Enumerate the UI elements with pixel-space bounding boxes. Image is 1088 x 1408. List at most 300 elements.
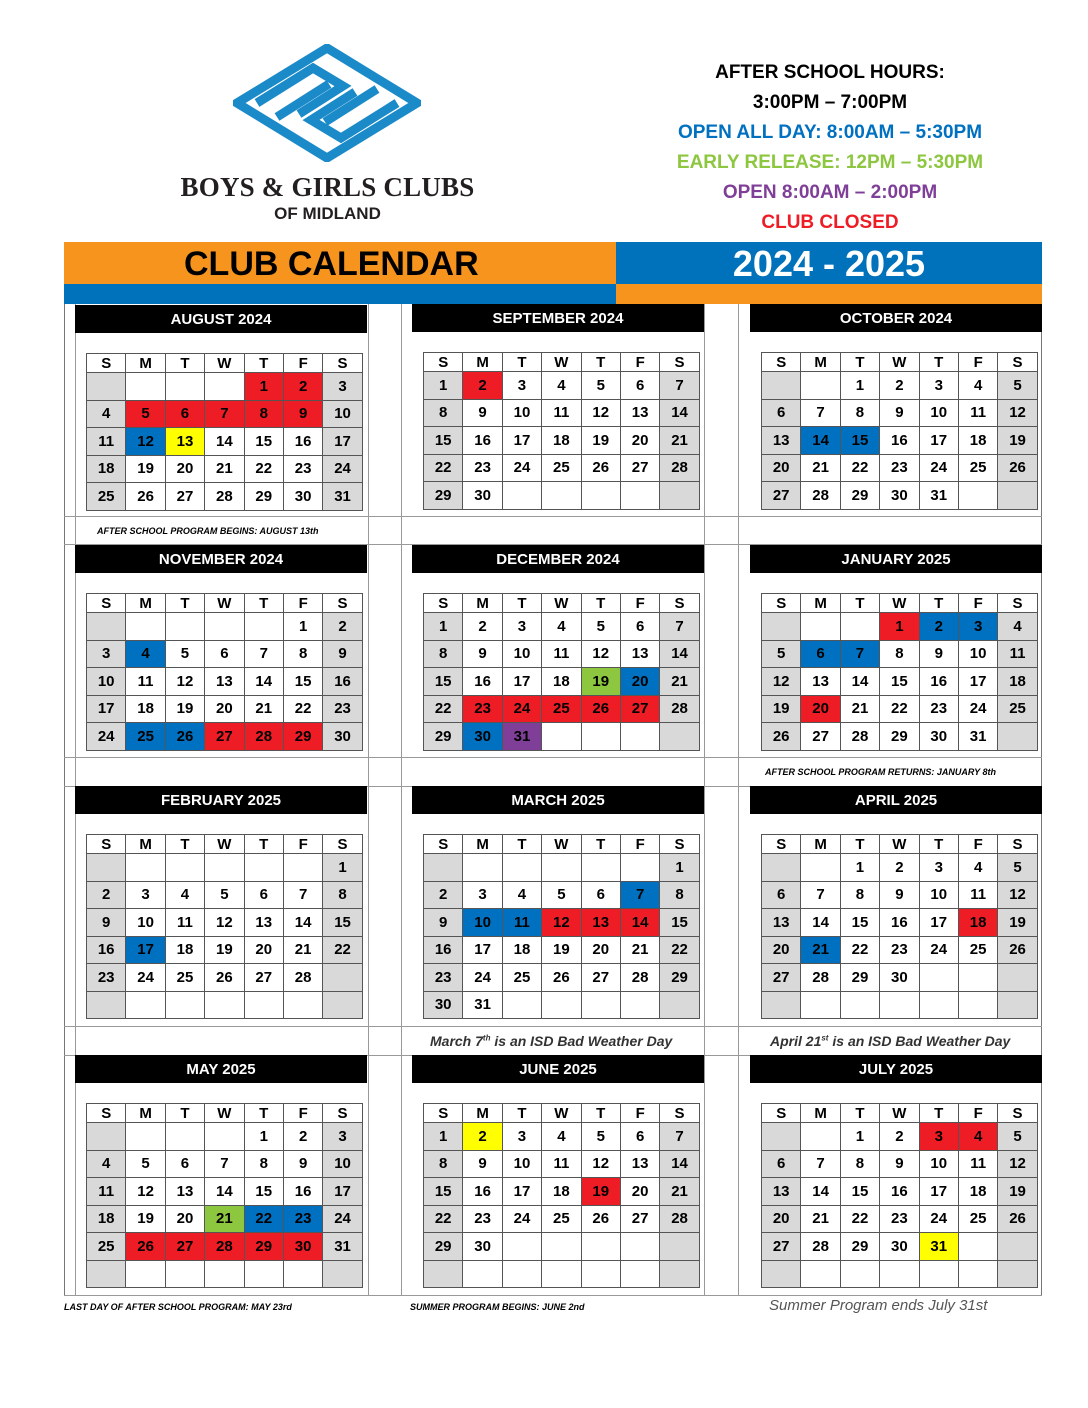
day-cell: 4 xyxy=(126,640,165,668)
day-cell: 11 xyxy=(87,1178,126,1206)
week-row xyxy=(87,1178,363,1206)
week-row xyxy=(762,668,1038,696)
day-cell: 28 xyxy=(801,1233,840,1261)
day-cell: 28 xyxy=(660,1205,699,1233)
weekday-header: F xyxy=(620,1104,659,1123)
day-cell: 30 xyxy=(463,723,502,751)
day-cell: 5 xyxy=(126,400,165,428)
weekday-header: T xyxy=(165,594,204,613)
day-cell: 18 xyxy=(502,936,541,964)
day-cell: 5 xyxy=(581,613,620,641)
day-cell: 10 xyxy=(502,399,541,427)
weekday-header: S xyxy=(87,594,126,613)
day-cell: 5 xyxy=(998,854,1037,882)
day-cell: 29 xyxy=(424,482,463,510)
week-row xyxy=(424,372,700,400)
weekday-header: M xyxy=(801,353,840,372)
day-cell: 6 xyxy=(165,400,204,428)
day-cell: 21 xyxy=(283,936,322,964)
day-cell: 2 xyxy=(880,372,919,400)
month-title: OCTOBER 2024 xyxy=(750,304,1042,332)
day-cell: 23 xyxy=(283,455,322,483)
day-cell: 4 xyxy=(542,372,581,400)
week-row xyxy=(87,428,363,456)
day-cell: 10 xyxy=(502,1150,541,1178)
day-cell: 3 xyxy=(919,372,958,400)
day-cell: 16 xyxy=(880,427,919,455)
banner-title: CLUB CALENDAR xyxy=(184,245,479,283)
day-cell: 28 xyxy=(840,723,879,751)
day-cell: 27 xyxy=(581,964,620,992)
day-cell: 18 xyxy=(958,427,997,455)
weekday-header: T xyxy=(840,1104,879,1123)
day-cell: 14 xyxy=(205,1178,244,1206)
day-cell: 6 xyxy=(620,1123,659,1151)
day-cell: 9 xyxy=(463,399,502,427)
day-cell: 30 xyxy=(463,482,502,510)
day-cell: 22 xyxy=(660,936,699,964)
day-cell xyxy=(919,1260,958,1288)
day-cell xyxy=(323,1260,362,1288)
day-cell: 2 xyxy=(463,613,502,641)
day-cell: 2 xyxy=(87,881,126,909)
day-cell: 15 xyxy=(880,668,919,696)
day-cell: 23 xyxy=(463,695,502,723)
day-cell: 27 xyxy=(244,964,283,992)
weekday-header: M xyxy=(126,835,165,854)
day-cell xyxy=(998,964,1037,992)
day-cell xyxy=(762,854,801,882)
day-cell: 18 xyxy=(958,909,997,937)
week-row xyxy=(87,455,363,483)
day-cell: 17 xyxy=(919,909,958,937)
day-cell: 1 xyxy=(840,372,879,400)
day-cell: 24 xyxy=(323,1205,362,1233)
day-cell: 8 xyxy=(424,640,463,668)
weekday-header: W xyxy=(880,835,919,854)
weekday-header: F xyxy=(958,1104,997,1123)
day-cell: 14 xyxy=(283,909,322,937)
note-july: Summer Program ends July 31st xyxy=(769,1297,988,1314)
month-title: MARCH 2025 xyxy=(412,786,704,814)
day-cell: 31 xyxy=(323,1233,362,1261)
day-cell xyxy=(620,991,659,1019)
day-cell: 15 xyxy=(244,428,283,456)
row-divider xyxy=(64,1026,1042,1027)
day-cell xyxy=(581,854,620,882)
day-cell: 14 xyxy=(660,399,699,427)
day-cell: 11 xyxy=(998,640,1037,668)
day-cell xyxy=(620,1233,659,1261)
weekday-header: W xyxy=(205,594,244,613)
week-row xyxy=(762,640,1038,668)
week-row xyxy=(424,1150,700,1178)
weekday-header: S xyxy=(87,354,126,373)
day-cell: 21 xyxy=(801,936,840,964)
week-row xyxy=(424,854,700,882)
day-cell: 24 xyxy=(502,695,541,723)
banner-year: 2024 - 2025 xyxy=(732,243,926,284)
day-cell: 25 xyxy=(958,454,997,482)
weekday-header: S xyxy=(762,353,801,372)
day-cell xyxy=(542,854,581,882)
legend-line-4: OPEN 8:00AM – 2:00PM xyxy=(722,182,938,203)
day-cell: 22 xyxy=(244,455,283,483)
day-cell: 16 xyxy=(424,936,463,964)
week-row xyxy=(424,1178,700,1206)
day-cell: 16 xyxy=(283,1178,322,1206)
day-cell xyxy=(801,1260,840,1288)
day-cell: 16 xyxy=(880,909,919,937)
day-cell: 3 xyxy=(919,1123,958,1151)
day-cell: 3 xyxy=(502,613,541,641)
day-cell: 8 xyxy=(283,640,322,668)
day-cell xyxy=(205,613,244,641)
day-cell: 28 xyxy=(205,483,244,511)
day-cell xyxy=(126,991,165,1019)
note-may: LAST DAY OF AFTER SCHOOL PROGRAM: MAY 23rd xyxy=(64,1302,292,1312)
day-cell xyxy=(762,1123,801,1151)
club-subtitle: OF MIDLAND xyxy=(274,204,381,223)
day-cell: 7 xyxy=(205,1150,244,1178)
week-row xyxy=(87,1260,363,1288)
day-cell: 24 xyxy=(323,455,362,483)
day-cell: 26 xyxy=(762,723,801,751)
day-cell xyxy=(801,613,840,641)
week-row xyxy=(424,613,700,641)
week-row xyxy=(87,1150,363,1178)
week-row xyxy=(87,909,363,937)
day-cell: 24 xyxy=(919,1205,958,1233)
day-cell: 8 xyxy=(244,1150,283,1178)
weekday-header: T xyxy=(502,1104,541,1123)
weekday-header: T xyxy=(840,353,879,372)
day-cell xyxy=(542,1260,581,1288)
day-cell: 23 xyxy=(880,1205,919,1233)
day-cell: 13 xyxy=(801,668,840,696)
day-cell: 26 xyxy=(998,1205,1037,1233)
note-january: AFTER SCHOOL PROGRAM RETURNS: JANUARY 8th xyxy=(765,767,997,777)
day-cell: 2 xyxy=(463,1123,502,1151)
weekday-header: T xyxy=(502,353,541,372)
day-cell: 20 xyxy=(801,695,840,723)
legend-line-2: OPEN ALL DAY: 8:00AM – 5:30PM xyxy=(677,122,983,143)
day-cell: 18 xyxy=(87,455,126,483)
day-cell: 3 xyxy=(502,1123,541,1151)
day-cell: 14 xyxy=(660,640,699,668)
day-cell: 17 xyxy=(87,695,126,723)
day-cell: 24 xyxy=(919,454,958,482)
day-cell: 11 xyxy=(87,428,126,456)
week-row xyxy=(762,964,1038,992)
day-cell: 12 xyxy=(581,399,620,427)
day-cell: 5 xyxy=(542,881,581,909)
weekday-header: M xyxy=(801,594,840,613)
day-cell: 30 xyxy=(463,1233,502,1261)
month-title: AUGUST 2024 xyxy=(75,305,367,333)
day-cell: 15 xyxy=(424,1178,463,1206)
day-cell: 12 xyxy=(126,1178,165,1206)
day-cell: 11 xyxy=(502,909,541,937)
day-cell: 11 xyxy=(542,1150,581,1178)
weekday-header: S xyxy=(323,835,362,854)
weekday-header: T xyxy=(244,1104,283,1123)
weekday-header: M xyxy=(126,354,165,373)
day-cell xyxy=(244,613,283,641)
week-row xyxy=(424,695,700,723)
day-cell xyxy=(205,1123,244,1151)
day-cell: 6 xyxy=(801,640,840,668)
day-cell: 10 xyxy=(919,399,958,427)
day-cell: 16 xyxy=(283,428,322,456)
day-cell: 5 xyxy=(126,1150,165,1178)
weekday-header: M xyxy=(463,594,502,613)
weekday-header: S xyxy=(323,594,362,613)
day-cell: 8 xyxy=(660,881,699,909)
day-cell: 28 xyxy=(620,964,659,992)
day-cell xyxy=(958,964,997,992)
day-cell: 9 xyxy=(424,909,463,937)
day-cell: 28 xyxy=(660,454,699,482)
day-cell xyxy=(463,1260,502,1288)
row-divider xyxy=(64,516,1042,517)
day-cell: 10 xyxy=(919,881,958,909)
day-cell: 26 xyxy=(542,964,581,992)
day-cell: 18 xyxy=(542,1178,581,1206)
day-cell: 4 xyxy=(958,854,997,882)
day-cell: 8 xyxy=(840,399,879,427)
day-cell: 29 xyxy=(840,1233,879,1261)
day-cell xyxy=(581,991,620,1019)
day-cell: 11 xyxy=(542,640,581,668)
day-cell: 17 xyxy=(323,1178,362,1206)
day-cell xyxy=(205,854,244,882)
day-cell: 27 xyxy=(801,723,840,751)
week-row xyxy=(424,427,700,455)
day-cell: 14 xyxy=(801,427,840,455)
month-grid xyxy=(423,352,700,510)
day-cell: 1 xyxy=(424,372,463,400)
day-cell: 19 xyxy=(126,1205,165,1233)
day-cell: 6 xyxy=(581,881,620,909)
day-cell xyxy=(919,964,958,992)
day-cell: 2 xyxy=(880,1123,919,1151)
calendar-banner xyxy=(64,242,1042,304)
week-row xyxy=(424,1205,700,1233)
week-row xyxy=(87,400,363,428)
day-cell: 14 xyxy=(244,668,283,696)
week-row xyxy=(762,991,1038,1019)
day-cell: 6 xyxy=(762,881,801,909)
weekday-header: S xyxy=(660,835,699,854)
day-cell: 3 xyxy=(463,881,502,909)
day-cell: 17 xyxy=(502,1178,541,1206)
week-row xyxy=(762,1150,1038,1178)
day-cell xyxy=(998,991,1037,1019)
weekday-header: S xyxy=(87,1104,126,1123)
day-cell: 25 xyxy=(165,964,204,992)
day-cell: 12 xyxy=(205,909,244,937)
note-march: March 7th is an ISD Bad Weather Day xyxy=(430,1033,673,1049)
day-cell xyxy=(126,373,165,401)
day-cell: 28 xyxy=(801,964,840,992)
day-cell: 3 xyxy=(126,881,165,909)
week-row xyxy=(87,373,363,401)
month-grid xyxy=(423,593,700,751)
week-row xyxy=(87,668,363,696)
week-row xyxy=(762,399,1038,427)
day-cell: 30 xyxy=(323,723,362,751)
day-cell xyxy=(244,991,283,1019)
day-cell: 17 xyxy=(958,668,997,696)
weekday-header: S xyxy=(762,835,801,854)
week-row xyxy=(762,482,1038,510)
day-cell: 12 xyxy=(542,909,581,937)
week-row xyxy=(424,399,700,427)
day-cell: 12 xyxy=(165,668,204,696)
weekday-header: M xyxy=(126,1104,165,1123)
day-cell xyxy=(762,1260,801,1288)
day-cell xyxy=(165,991,204,1019)
club-name: BOYS & GIRLS CLUBS xyxy=(180,172,475,202)
day-cell xyxy=(840,991,879,1019)
day-cell: 28 xyxy=(660,695,699,723)
day-cell: 3 xyxy=(919,854,958,882)
day-cell: 13 xyxy=(620,640,659,668)
weekday-header: F xyxy=(958,835,997,854)
day-cell: 20 xyxy=(762,1205,801,1233)
day-cell: 24 xyxy=(958,695,997,723)
week-row xyxy=(424,1123,700,1151)
day-cell: 24 xyxy=(502,454,541,482)
day-cell: 10 xyxy=(126,909,165,937)
day-cell: 1 xyxy=(424,1123,463,1151)
day-cell xyxy=(998,1260,1037,1288)
column-divider xyxy=(704,304,705,1295)
day-cell xyxy=(801,854,840,882)
day-cell: 16 xyxy=(880,1178,919,1206)
week-row xyxy=(87,854,363,882)
day-cell xyxy=(581,482,620,510)
day-cell: 10 xyxy=(502,640,541,668)
day-cell: 12 xyxy=(998,881,1037,909)
row-divider xyxy=(64,1295,1042,1296)
day-cell: 24 xyxy=(126,964,165,992)
day-cell: 9 xyxy=(880,881,919,909)
day-cell: 24 xyxy=(919,936,958,964)
day-cell: 21 xyxy=(660,1178,699,1206)
day-cell: 6 xyxy=(762,399,801,427)
day-cell: 15 xyxy=(323,909,362,937)
day-cell: 23 xyxy=(283,1205,322,1233)
day-cell: 3 xyxy=(323,373,362,401)
weekday-header: S xyxy=(762,1104,801,1123)
day-cell: 20 xyxy=(762,936,801,964)
legend-line-5: CLUB CLOSED xyxy=(761,212,899,233)
day-cell: 31 xyxy=(919,1233,958,1261)
day-cell: 2 xyxy=(323,613,362,641)
day-cell: 20 xyxy=(620,1178,659,1206)
day-cell: 14 xyxy=(801,1178,840,1206)
month-title: NOVEMBER 2024 xyxy=(75,545,367,573)
day-cell: 18 xyxy=(998,668,1037,696)
day-cell: 23 xyxy=(323,695,362,723)
day-cell: 19 xyxy=(998,1178,1037,1206)
day-cell: 17 xyxy=(126,936,165,964)
weekday-header: S xyxy=(323,354,362,373)
day-cell: 8 xyxy=(840,881,879,909)
day-cell: 6 xyxy=(244,881,283,909)
day-cell: 22 xyxy=(880,695,919,723)
day-cell: 12 xyxy=(998,1150,1037,1178)
day-cell: 30 xyxy=(283,483,322,511)
day-cell: 20 xyxy=(620,427,659,455)
day-cell: 11 xyxy=(958,399,997,427)
day-cell: 1 xyxy=(244,373,283,401)
day-cell: 31 xyxy=(958,723,997,751)
weekday-header: T xyxy=(581,835,620,854)
weekday-header: W xyxy=(205,1104,244,1123)
legend-line-3: EARLY RELEASE: 12PM – 5:30PM xyxy=(676,152,984,173)
day-cell xyxy=(998,1233,1037,1261)
day-cell: 21 xyxy=(801,1205,840,1233)
week-row xyxy=(762,881,1038,909)
day-cell: 20 xyxy=(620,668,659,696)
day-cell xyxy=(998,482,1037,510)
day-cell: 25 xyxy=(958,936,997,964)
day-cell: 16 xyxy=(463,1178,502,1206)
day-cell: 27 xyxy=(762,482,801,510)
week-row xyxy=(424,936,700,964)
day-cell: 25 xyxy=(542,1205,581,1233)
day-cell xyxy=(958,1233,997,1261)
weekday-header: S xyxy=(424,1104,463,1123)
day-cell xyxy=(958,1260,997,1288)
week-row xyxy=(87,991,363,1019)
day-cell: 10 xyxy=(919,1150,958,1178)
day-cell: 30 xyxy=(919,723,958,751)
day-cell xyxy=(165,1260,204,1288)
day-cell: 15 xyxy=(424,668,463,696)
day-cell: 7 xyxy=(244,640,283,668)
day-cell: 1 xyxy=(244,1123,283,1151)
weekday-header: S xyxy=(424,353,463,372)
day-cell: 27 xyxy=(165,483,204,511)
day-cell: 26 xyxy=(126,483,165,511)
day-cell: 13 xyxy=(762,1178,801,1206)
day-cell: 11 xyxy=(958,881,997,909)
weekday-header: W xyxy=(542,1104,581,1123)
day-cell: 8 xyxy=(244,400,283,428)
week-row xyxy=(87,1233,363,1261)
day-cell: 1 xyxy=(840,1123,879,1151)
day-cell: 25 xyxy=(998,695,1037,723)
week-row xyxy=(424,1233,700,1261)
day-cell: 7 xyxy=(283,881,322,909)
weekday-header: M xyxy=(126,594,165,613)
week-row xyxy=(762,723,1038,751)
day-cell: 5 xyxy=(165,640,204,668)
week-row xyxy=(762,854,1038,882)
weekday-header: T xyxy=(581,353,620,372)
day-cell: 12 xyxy=(998,399,1037,427)
day-cell: 28 xyxy=(283,964,322,992)
day-cell xyxy=(502,1233,541,1261)
weekday-header: W xyxy=(205,354,244,373)
day-cell: 13 xyxy=(620,399,659,427)
day-cell: 7 xyxy=(660,1123,699,1151)
day-cell xyxy=(244,854,283,882)
